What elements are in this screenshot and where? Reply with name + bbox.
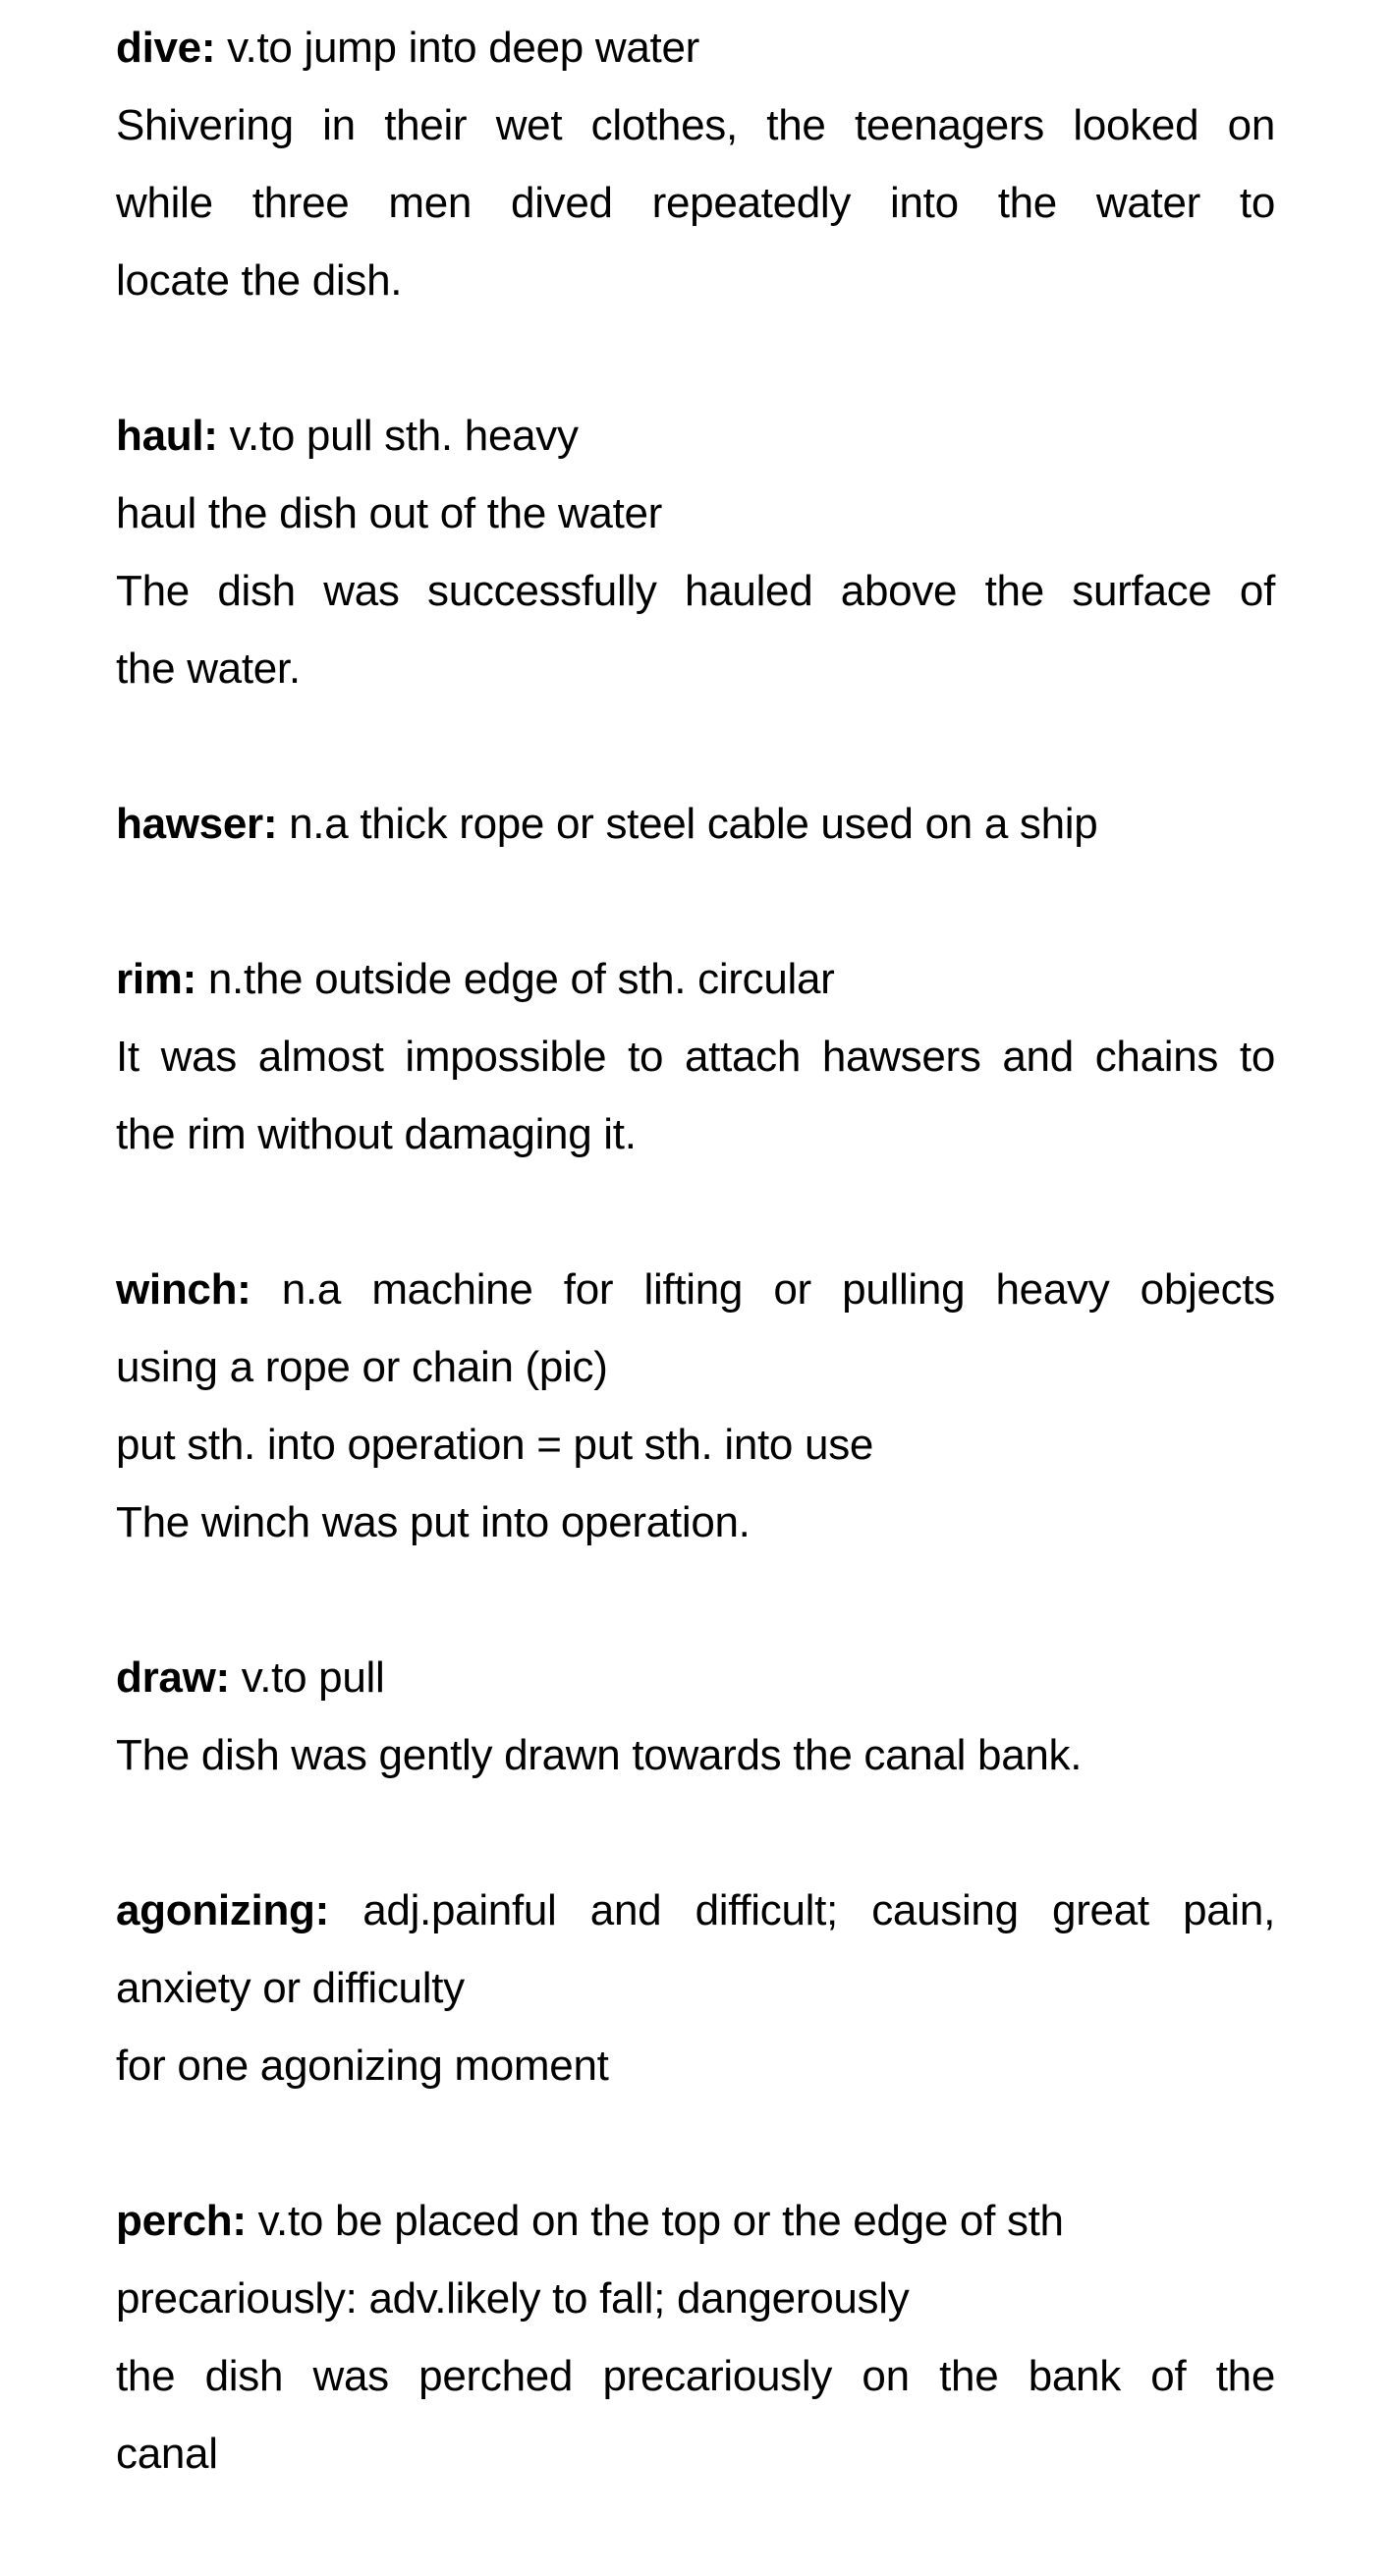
example-line: Shivering in their wet clothes, the teenagers looked on	[116, 101, 1275, 149]
vocab-definition: v.to pull	[229, 1653, 385, 1702]
vocab-entry-hawser	[116, 785, 1275, 863]
vocab-term: draw:	[116, 1653, 230, 1702]
entry-headline	[116, 1872, 1275, 1949]
vocab-term: perch:	[116, 2197, 247, 2245]
vocab-entry-draw	[116, 1639, 1275, 1794]
example-line: while three men dived repeatedly into the water to	[116, 179, 1275, 227]
example-line: using a rope or chain (pic)	[116, 1343, 608, 1391]
vocab-entry-agonizing	[116, 1872, 1275, 2104]
vocab-term: dive:	[116, 24, 216, 72]
example-line: The winch was put into operation.	[116, 1498, 751, 1546]
entry-headline	[116, 397, 1275, 475]
example-line: put sth. into operation = put sth. into use	[116, 1421, 874, 1469]
vocab-entry-rim	[116, 940, 1275, 1173]
entry-headline	[116, 785, 1275, 863]
example-line: haul the dish out of the water	[116, 489, 663, 537]
vocab-definition: adj.painful and difficult; causing great pain,	[328, 1886, 1275, 1934]
entry-headline	[116, 9, 1275, 86]
vocab-definition: v.to jump into deep water	[215, 24, 699, 72]
vocab-definition: n.a thick rope or steel cable used on a ship	[277, 800, 1098, 848]
vocab-term: hawser:	[116, 800, 278, 848]
vocab-entry-winch	[116, 1251, 1275, 1561]
vocab-term: haul:	[116, 412, 218, 460]
vocab-entry-haul	[116, 397, 1275, 707]
entry-headline	[116, 1639, 1275, 1716]
example-line: the water.	[116, 644, 301, 693]
vocab-definition: v.to be placed on the top or the edge of sth	[246, 2197, 1064, 2245]
vocab-definition: n.the outside edge of sth. circular	[195, 955, 835, 1003]
vocab-definition: v.to pull sth. heavy	[217, 412, 579, 460]
vocabulary-document	[116, 9, 1275, 2492]
example-line: the rim without damaging it.	[116, 1110, 637, 1158]
example-line: canal	[116, 2430, 218, 2478]
example-line: The dish was gently drawn towards the canal bank.	[116, 1731, 1083, 1779]
example-line: precariously: adv.likely to fall; dangerously	[116, 2274, 910, 2323]
vocab-definition: n.a machine for lifting or pulling heavy objects	[250, 1265, 1275, 1314]
vocab-term: agonizing:	[116, 1886, 329, 1934]
entry-headline	[116, 940, 1275, 1018]
entry-headline	[116, 2182, 1275, 2260]
vocab-entry-perch	[116, 2182, 1275, 2492]
example-line: the dish was perched precariously on the bank of the	[116, 2352, 1275, 2400]
example-line: The dish was successfully hauled above the surface of	[116, 567, 1275, 615]
example-line: It was almost impossible to attach hawsers and chains to	[116, 1033, 1275, 1081]
example-line: for one agonizing moment	[116, 2042, 609, 2090]
example-line: locate the dish.	[116, 256, 403, 305]
vocab-term: rim:	[116, 955, 196, 1003]
vocab-term: winch:	[116, 1265, 251, 1314]
entry-headline	[116, 1251, 1275, 1328]
vocab-entry-dive	[116, 9, 1275, 319]
example-line: anxiety or difficulty	[116, 1964, 465, 2012]
